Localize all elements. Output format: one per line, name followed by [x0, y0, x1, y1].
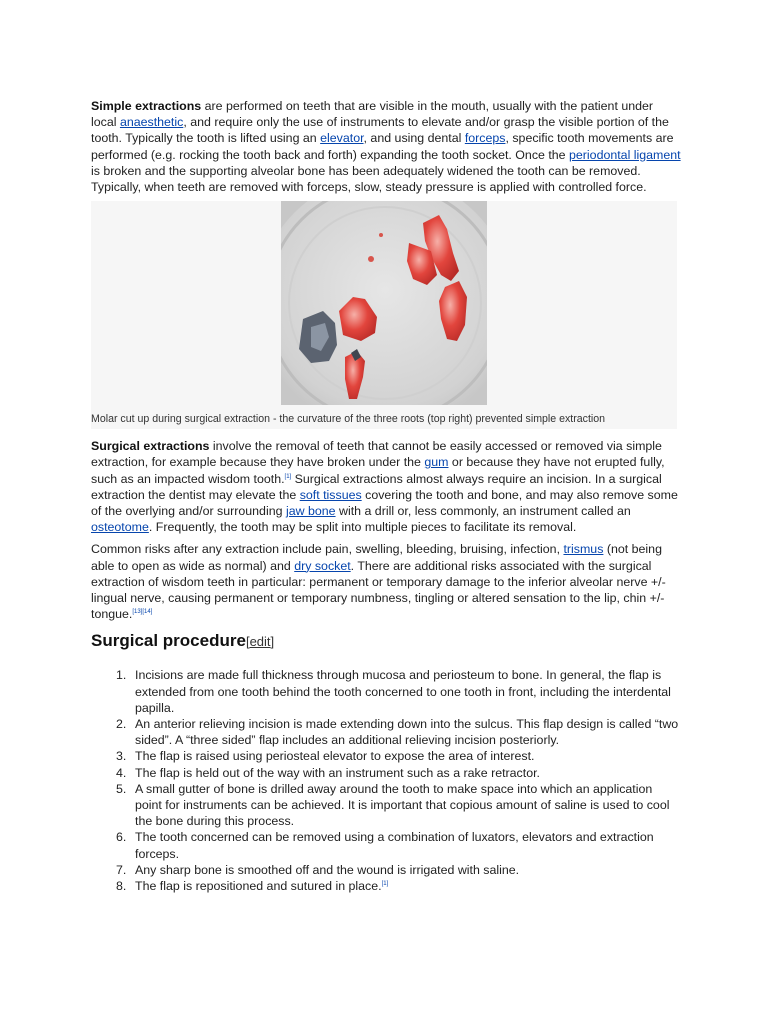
list-item: 6. The tooth concerned can be removed using a combination of luxators, elevators and extraction forceps.: [116, 830, 654, 861]
paragraph-simple-extractions: Simple extractions are performed on teeth that are visible in the mouth, usually with the patient under local anaesthetic, and require only the use of instruments to elevate and/or grasp the visible portion of the tooth. Typically the tooth is lifted using an elevator, and using dental forceps, specific tooth movements are performed (e.g. rocking the tooth back and forth) expanding the tooth socket. Once the periodontal ligament is broken and the supporting alveolar bone has been adequately widened the tooth can be removed. Typically, when teeth are removed with forceps, slow, steady pressure is applied with controlled force.: [91, 99, 681, 195]
figure-caption: Molar cut up during surgical extraction - the curvature of the three roots (top right) prevented simple extraction: [91, 413, 606, 426]
molar-photo-image: [281, 201, 487, 405]
list-item: 8. The flap is repositioned and sutured in place.[1]: [116, 879, 389, 894]
link-forceps[interactable]: forceps: [464, 131, 506, 146]
section-title: Surgical procedure: [91, 631, 246, 651]
link-jaw-bone[interactable]: jaw bone: [285, 504, 336, 519]
term-surgical-extractions: Surgical extractions: [91, 439, 210, 454]
link-trismus[interactable]: trismus: [563, 542, 604, 557]
edit-link[interactable]: edit: [249, 634, 271, 650]
link-anaesthetic[interactable]: anaesthetic: [119, 115, 184, 130]
paragraph-surgical-extractions: Surgical extractions involve the removal of teeth that cannot be easily accessed or removed via simple extraction, for example because they have broken under the gum or because they have not erupted fully, such as an impacted wisdom tooth.[1] Surgical extractions almost always require an incision. In a surgical extraction the dentist may elevate the soft tissues covering the tooth and bone, and may also remove some of the overlying and/or surrounding jaw bone with a drill or, less commonly, an instrument called an osteotome. Frequently, the tooth may be split into multiple pieces to facilitate its removal.: [91, 439, 678, 535]
molar-photo[interactable]: [281, 201, 487, 405]
list-item: 3. The flap is raised using periosteal elevator to expose the area of interest.: [116, 749, 535, 764]
section-heading: [91, 630, 681, 653]
link-elevator[interactable]: elevator: [320, 131, 364, 146]
list-item: 4. The flap is held out of the way with an instrument such as a rake retractor.: [116, 765, 540, 780]
figure-molar: [91, 201, 677, 429]
term-simple-extractions: Simple extractions: [91, 99, 202, 113]
link-osteotome[interactable]: osteotome: [91, 520, 149, 535]
list-item: 1. Incisions are made full thickness through mucosa and periosteum to bone. In general, the flap is extended from one tooth behind the tooth concerned to one tooth in front, including the interdental papilla.: [116, 668, 671, 715]
list-item: 2. An anterior relieving incision is made extending down into the sulcus. This flap design is called “two sided”. A “three sided” flap includes an additional relieving incision posteriorly.: [116, 717, 679, 748]
edit-link-bracket-close: ]: [270, 634, 275, 650]
link-soft-tissues[interactable]: soft tissues: [299, 487, 362, 502]
procedure-steps-list: [91, 667, 681, 894]
paragraph-risks: Common risks after any extraction include pain, swelling, bleeding, bruising, infection, trismus (not being able to open as wide as normal) and dry socket. There are additional risks associated with the surgical extraction of wisdom teeth in particular: permanent or temporary damage to the inferior alveolar nerve +/- lingual nerve, causing permanent or temporary numbness, tingling or altered sensation to the lip, chin +/- tongue.[13][14]: [91, 542, 666, 622]
link-dry-socket[interactable]: dry socket: [294, 558, 351, 573]
link-periodontal-ligament[interactable]: periodontal ligament: [569, 147, 681, 162]
list-item: 5. A small gutter of bone is drilled away around the tooth to make space into which an application point for instruments can be achieved. It is important that copious amount of saline is used to cool the bone during this process.: [116, 781, 670, 829]
reference-13-14[interactable]: [13][14]: [132, 609, 153, 616]
list-item: 7. Any sharp bone is smoothed off and the wound is irrigated with saline.: [116, 862, 520, 877]
article: [91, 98, 681, 894]
link-gum[interactable]: gum: [424, 455, 449, 470]
edit-link-bracket-open: [: [245, 634, 250, 650]
reference-1[interactable]: [1]: [381, 880, 389, 887]
reference-1[interactable]: [1]: [284, 473, 292, 480]
